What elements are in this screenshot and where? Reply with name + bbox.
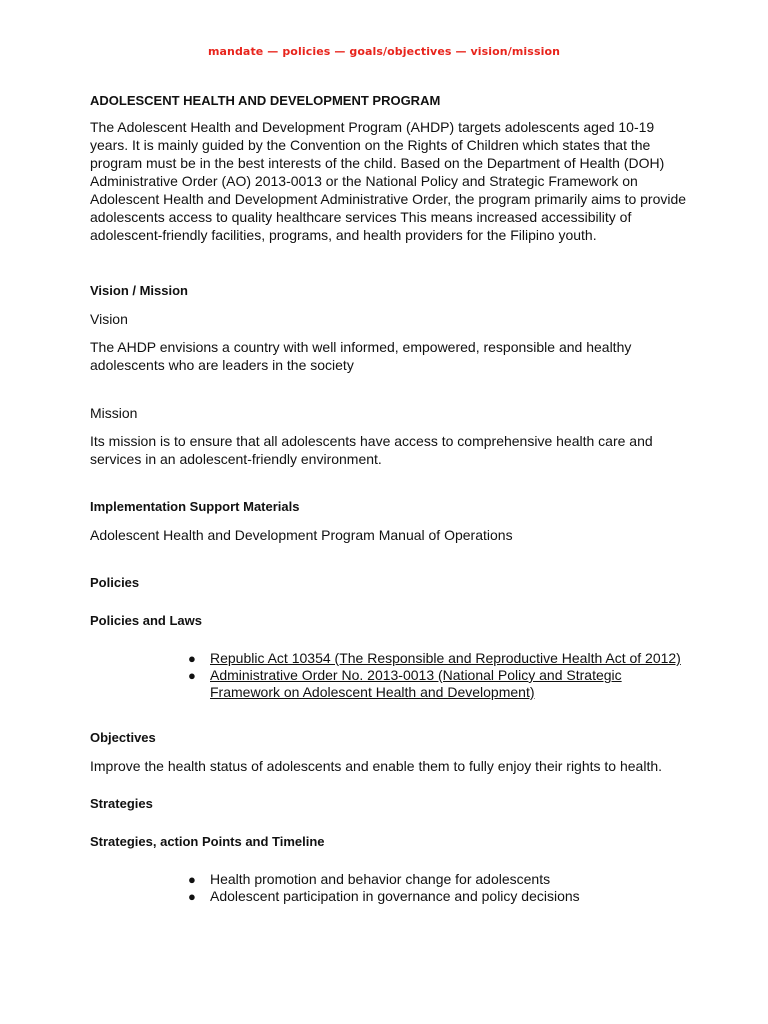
policy-links-list bbox=[90, 650, 690, 701]
document-body bbox=[90, 92, 690, 905]
objectives-text: Improve the health status of adolescents and enable them to fully enjoy their rights to health. bbox=[90, 758, 663, 774]
vision-label: Vision bbox=[90, 311, 128, 327]
strategies-heading: Strategies bbox=[90, 796, 153, 811]
bullet-icon: ● bbox=[188, 651, 196, 666]
intro-paragraph: The Adolescent Health and Development Program (AHDP) targets adolescents aged 10-19 years. It is mainly guided by the Convention on the Rights of Children which states that the program must be in the best interests of the child. Based on the Department of Health (DOH) Administrative Order (AO) 2013-0013 or the National Policy and Strategic Framework on Adolescent Health and Development Administrative Order, the program primarily aims to provide adolescents access to quality healthcare services This means increased accessibility of adolescent-friendly facilities, programs, and health providers for the Filipino youth. bbox=[90, 119, 687, 243]
bullet-icon: ● bbox=[188, 889, 196, 904]
vision-mission-heading: Vision / Mission bbox=[90, 283, 189, 298]
mission-label: Mission bbox=[90, 405, 138, 421]
materials-text: Adolescent Health and Development Program Manual of Operations bbox=[90, 527, 513, 543]
list-item bbox=[188, 871, 690, 888]
document-title: ADOLESCENT HEALTH AND DEVELOPMENT PROGRAM bbox=[90, 93, 441, 108]
materials-heading: Implementation Support Materials bbox=[90, 499, 300, 514]
bullet-icon: ● bbox=[188, 872, 196, 887]
strategy-item-text: Health promotion and behavior change for adolescents bbox=[210, 871, 551, 887]
section-navigation-line: mandate — policies — goals/objectives — vision/mission bbox=[207, 45, 561, 58]
list-item bbox=[188, 650, 690, 667]
policies-heading: Policies bbox=[90, 575, 140, 590]
list-item bbox=[188, 888, 690, 905]
policy-link-ra-10354[interactable]: Republic Act 10354 (The Responsible and Reproductive Health Act of 2012) bbox=[210, 650, 681, 666]
objectives-heading: Objectives bbox=[90, 730, 156, 745]
strategies-sub-heading: Strategies, action Points and Timeline bbox=[90, 834, 325, 849]
policy-link-ao-2013-0013[interactable]: Administrative Order No. 2013-0013 (National Policy and Strategic Framework on Adolescent Health and Development) bbox=[210, 667, 622, 700]
list-item bbox=[188, 667, 690, 701]
mission-text: Its mission is to ensure that all adolescents have access to comprehensive health care and services in an adolescent-friendly environment. bbox=[90, 433, 653, 467]
vision-text: The AHDP envisions a country with well informed, empowered, responsible and healthy adolescents who are leaders in the society bbox=[90, 339, 632, 373]
strategy-item-text: Adolescent participation in governance and policy decisions bbox=[210, 888, 580, 904]
policies-laws-heading: Policies and Laws bbox=[90, 613, 202, 628]
bullet-icon: ● bbox=[188, 668, 196, 683]
strategy-list bbox=[90, 871, 690, 905]
